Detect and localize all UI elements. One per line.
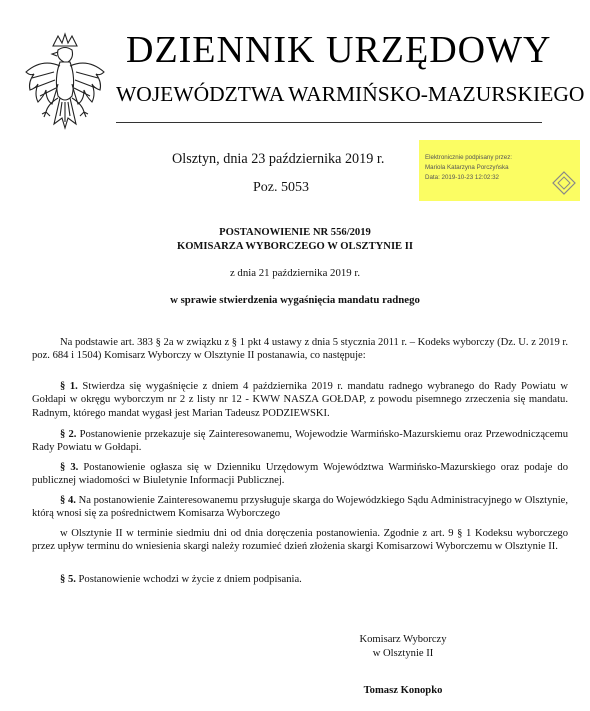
act-title-line1: POSTANOWIENIE NR 556/2019 [219, 227, 371, 238]
section-2-label: § 2. [60, 429, 77, 440]
signatory-role-line2: w Olsztynie II [372, 647, 434, 659]
stamp-signed-by: Elektronicznie podpisany przez: [425, 154, 513, 161]
act-title [0, 226, 590, 253]
signature-mark-icon [551, 170, 577, 196]
section-3 [32, 461, 568, 488]
journal-subtitle: WOJEWÓDZTWA WARMIŃSKO-MAZURSKIEGO [116, 82, 585, 106]
polish-eagle-emblem-icon [20, 32, 110, 142]
header-divider [116, 122, 542, 123]
signatory-name: Tomasz Konopko [363, 685, 443, 696]
section-4-text: Na postanowienie Zainteresowanemu przysługuje skarga do Wojewódzkiego Sądu Administracyjnego w Olsztynie, którą wnosi się za pośrednictwem Komisarza Wyborczego [32, 495, 569, 520]
section-2 [32, 428, 568, 455]
section-4 [32, 494, 568, 521]
stamp-signer-name: Mariola Katarzyna Porczyńska [425, 164, 509, 171]
section-2-text: Postanowienie przekazuje się Zainteresowanemu, Wojewodzie Warmińsko-Mazurskiemu oraz Przewodniczącemu Rady Powiatu w Gołdapi. [32, 429, 568, 454]
act-title-line2: KOMISARZA WYBORCZEGO W OLSZTYNIE II [176, 240, 414, 252]
signatory-role-line1: Komisarz Wyborczy [359, 634, 447, 645]
section-1-text: Stwierdza się wygaśnięcie z dniem 4 października 2019 r. mandatu radnego wybranego do Rady Powiatu w Gołdapi w okręgu wyborczym nr 2 z listy nr 12 - KWW NASZA GOŁDAP, z powodu pisemnego zrzeczenia się mandatu. Radnym, którego mandat wygasł jest Marian Tadeusz PODZIEWSKI. [32, 381, 568, 419]
intro-paragraph: Na podstawie art. 383 § 2a w związku z § 1 pkt 4 ustawy z dnia 5 stycznia 2011 r. – Kodeks wyborczy (Dz. U. z 2019 r. poz. 684 i 1504) Komisarz Wyborczy w Olsztynie II postanawia, co następuje: [32, 337, 568, 362]
stamp-date: Data: 2019-10-23 12:02:32 [425, 174, 499, 181]
issue-place-date: Olsztyn, dnia 23 października 2019 r. [172, 151, 385, 167]
act-date: z dnia 21 października 2019 r. [229, 267, 361, 279]
section-1-label: § 1. [60, 381, 78, 392]
section-3-label: § 3. [60, 462, 79, 473]
section-4-continuation: w Olsztynie II w terminie siedmiu dni od dnia doręczenia postanowienia. Zgodnie z art. 9 § 1 Kodeksu wyborczego przez upływ terminu do wniesienia skargi należy rozumieć dzień złożenia skargi Komisarzowi Wyborczemu w Olsztynie II. [32, 528, 568, 553]
section-1 [32, 380, 568, 420]
act-subject: w sprawie stwierdzenia wygaśnięcia mandatu radnego [170, 294, 420, 306]
section-4-label: § 4. [60, 495, 76, 506]
section-5-label: § 5. [60, 574, 76, 585]
section-5 [32, 573, 568, 586]
issue-position: Poz. 5053 [253, 180, 309, 195]
journal-title: DZIENNIK URZĘDOWY [126, 29, 552, 71]
electronic-signature-stamp[interactable] [419, 140, 580, 201]
signatory-role [303, 633, 503, 660]
section-5-text: Postanowienie wchodzi w życie z dniem podpisania. [75, 574, 302, 585]
section-3-text: Postanowienie ogłasza się w Dzienniku Urzędowym Województwa Warmińsko-Mazurskiego oraz podaje do publicznej wiadomości w Biuletynie Informacji Publicznej. [32, 462, 569, 487]
